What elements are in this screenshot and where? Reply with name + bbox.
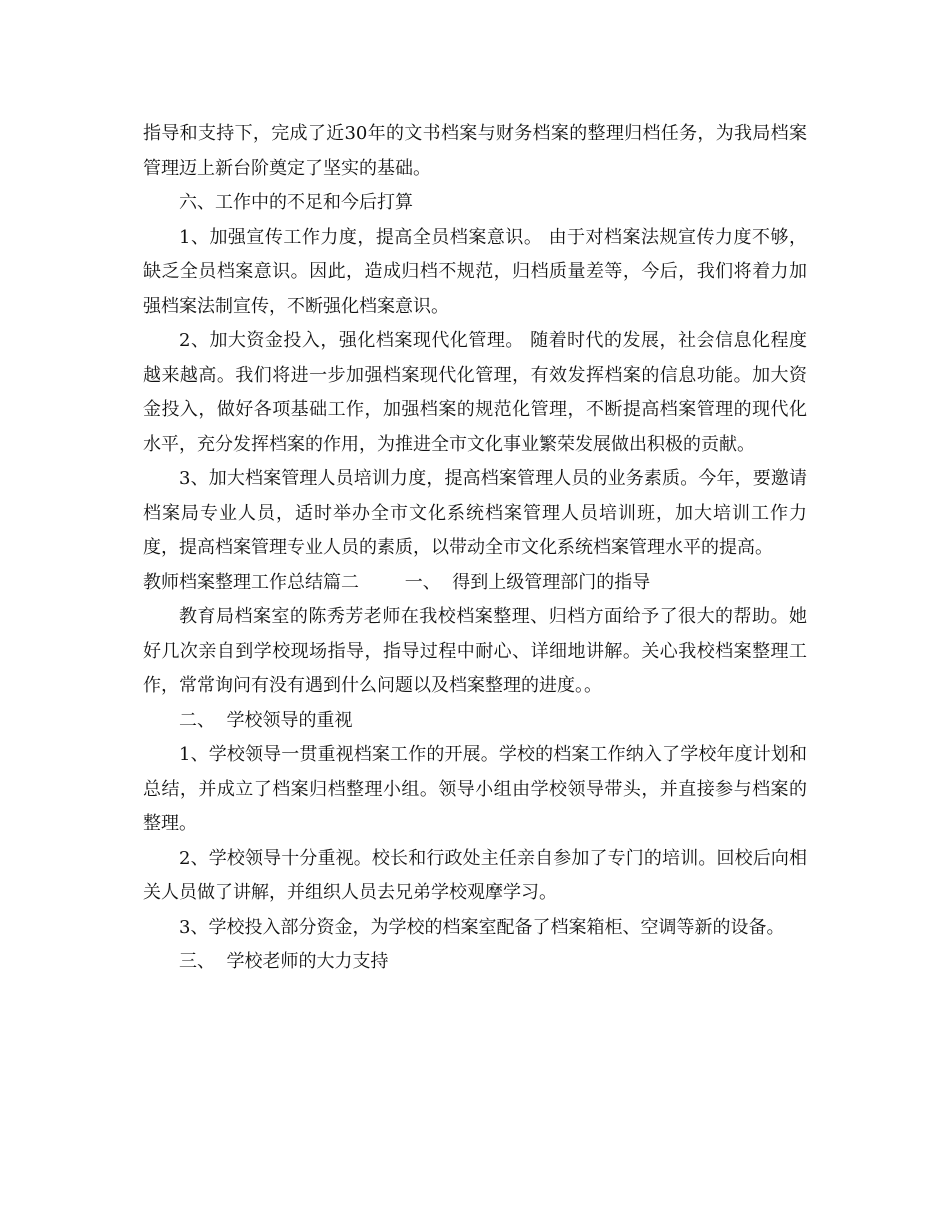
section-heading-two: 二、 学校领导的重视 [179, 709, 353, 731]
section-heading-three: 三、 学校老师的大力支持 [179, 951, 389, 972]
section-heading-six: 六、工作中的不足和今后打算 [179, 192, 413, 213]
paragraph-continuation: 指导和支持下，完成了近30年的文书档案与财务档案的整理归档任务，为我局档案管理迈上新台阶奠定了坚实的基础。 [143, 123, 807, 179]
paragraph-training: 3、加大档案管理人员培训力度，提高档案管理人员的业务素质。今年，要邀请档案局专业人员，适时举办全市文化系统档案管理人员培训班，加大培训工作力度，提高档案管理专业人员的素质，以带动全市文化系统档案管理水平的提高。 [143, 468, 807, 558]
article-two-heading: 教师档案整理工作总结篇二 一、 得到上级管理部门的指导 [143, 571, 651, 593]
paragraph-publicity: 1、加强宣传工作力度，提高全员档案意识。 由于对档案法规宣传力度不够，缺乏全员档案意识。因此，造成归档不规范，归档质量差等，今后，我们将着力加强档案法制宣传，不断强化档案意识。 [143, 226, 807, 317]
document-body [143, 117, 807, 980]
paragraph-leadership-one: 1、学校领导一贯重视档案工作的开展。学校的档案工作纳入了学校年度计划和总结，并成立了档案归档整理小组。领导小组由学校领导带头，并直接参与档案的整理。 [143, 744, 807, 834]
paragraph-leadership-two: 2、学校领导十分重视。校长和行政处主任亲自参加了专门的培训。回校后向相关人员做了讲解，并组织人员去兄弟学校观摩学习。 [143, 847, 807, 903]
paragraph-funding: 2、加大资金投入，强化档案现代化管理。 随着时代的发展，社会信息化程度越来越高。我们将进一步加强档案现代化管理，有效发挥档案的信息功能。加大资金投入，做好各项基础工作，加强档案的规范化管理，不断提高档案管理的现代化水平，充分发挥档案的作用，为推进全市文化事业繁荣发展做出积极的贡献。 [143, 330, 807, 455]
paragraph-leadership-three: 3、学校投入部分资金，为学校的档案室配备了档案箱柜、空调等新的设备。 [179, 916, 785, 938]
paragraph-guidance: 教育局档案室的陈秀芳老师在我校档案整理、归档方面给予了很大的帮助。她好几次亲自到学校现场指导，指导过程中耐心、详细地讲解。关心我校档案整理工作，常常询问有没有遇到什么问题以及档案整理的进度。。 [143, 606, 807, 696]
